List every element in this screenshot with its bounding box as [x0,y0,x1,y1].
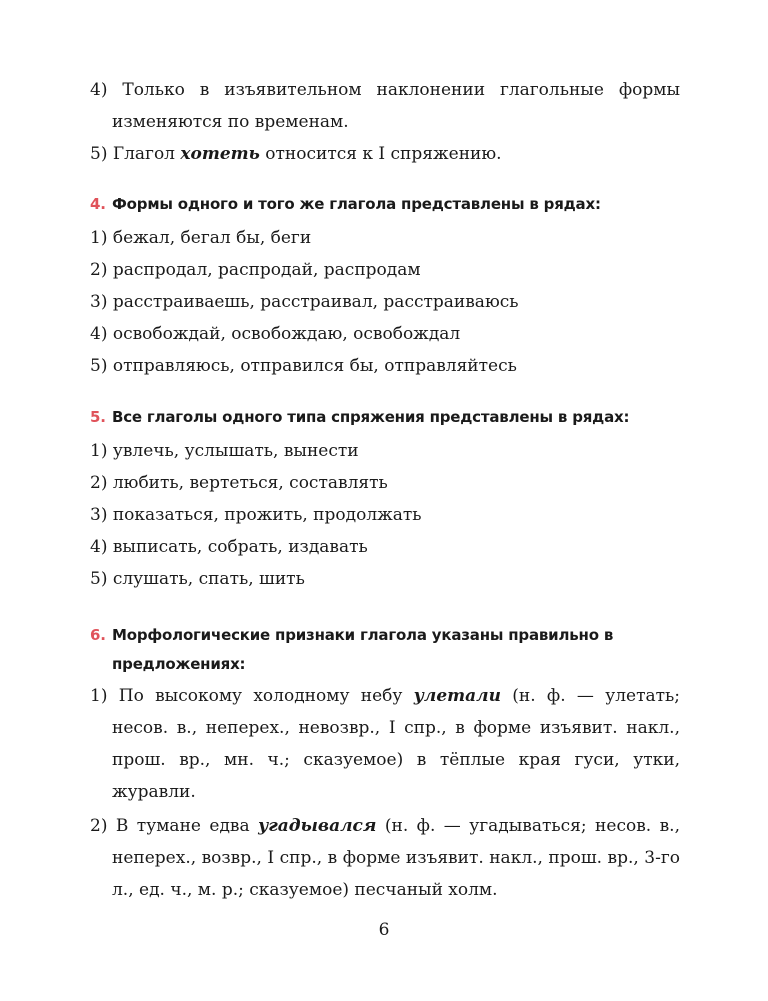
q5-text: Все глаголы одного типа спряжения представлены в рядах: [112,408,630,426]
q3-answer-5-pre: 5) Глагол [90,144,181,164]
q6-answer-2 [90,810,680,906]
q3-answer-4: 4) Только в изъявительном наклонении глагольные формы изменяются по временам. [90,80,680,132]
q6-answer-1-keyword: улетали [413,686,501,706]
q6-answer-2-pre: 2) В тумане едва [90,816,259,836]
q5-heading [90,403,680,432]
q4-answer-4: 4) освобождай, освобождаю, освобождал [90,324,461,344]
q6-heading [90,621,680,679]
q5-answer-3: 3) показаться, прожить, продолжать [90,505,422,525]
q6-answer-1-post: (н. ф. — улетать; несов. в., неперех., невозвр., I спр., в форме изъявит. накл., прош. вр., мн. ч.; сказуемое) в тёплые края гуси, утки, журавли. [112,686,681,802]
q4-answer-5: 5) отправляюсь, отправился бы, отправляйтесь [90,356,517,376]
q4-answer-1: 1) бежал, бегал бы, беги [90,228,312,248]
q6-answer-1-pre: 1) По высокому холодному небу [90,686,414,706]
q6-answer-2-post: (н. ф. — угадываться; несов. в., неперех., возвр., I спр., в форме изъявит. накл., прош. вр., 3-го л., ед. ч., м. р.; сказуемое) песчаный холм. [112,816,680,900]
q6-number: 6. [90,626,106,644]
q4-number: 4. [90,195,106,213]
q3-answer-5-keyword: хотеть [180,144,260,164]
q5-answer-5: 5) слушать, спать, шить [90,569,305,589]
q6-answer-2-keyword: угадывался [258,816,377,836]
q4-answer-2: 2) распродал, распродай, распродам [90,260,421,280]
page-number: 6 [378,920,390,940]
q6-answer-1 [90,680,680,808]
q3-answer-5-post: относится к I спряжению. [259,144,502,164]
q5-number: 5. [90,408,106,426]
q5-answer-2: 2) любить, вертеться, составлять [90,473,388,493]
q3-answer-5 [90,138,680,170]
q4-answer-3: 3) расстраиваешь, расстраивал, расстраиваюсь [90,292,519,312]
q5-answer-4: 4) выписать, собрать, издавать [90,537,368,557]
q5-answer-1: 1) увлечь, услышать, вынести [90,441,359,461]
q4-heading [90,190,680,219]
q4-text: Формы одного и того же глагола представлены в рядах: [112,195,601,213]
q6-text: Морфологические признаки глагола указаны правильно в предложениях: [112,626,614,673]
